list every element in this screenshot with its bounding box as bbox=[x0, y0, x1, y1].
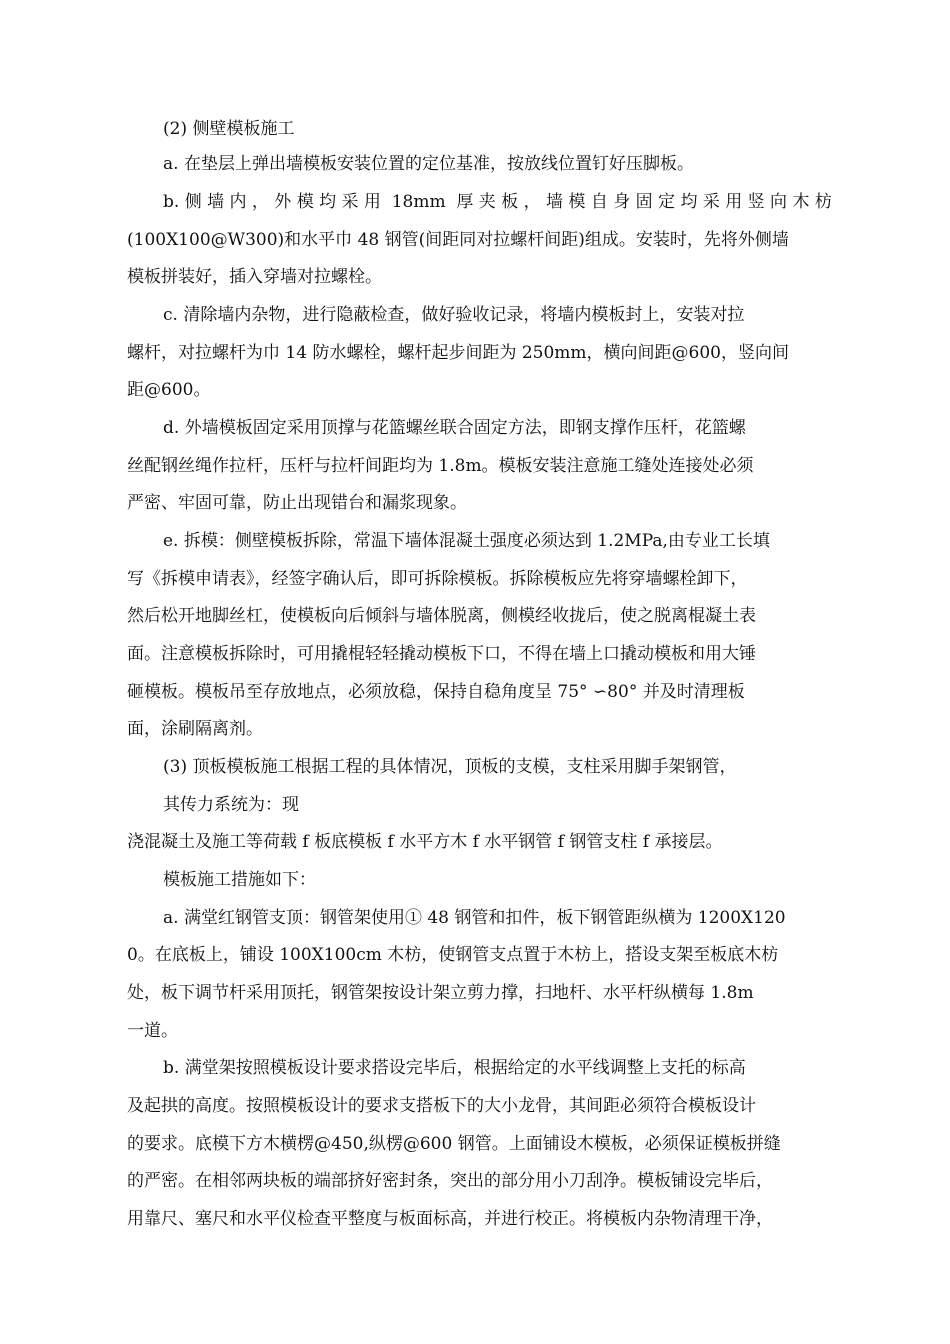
paragraph-line: 处，板下调节杆采用顶托，钢管架按设计架立剪力撑，扫地杆、水平杆纵横每 1.8m bbox=[127, 983, 754, 1003]
paragraph-line: b. 侧 墙 内 ， 外 模 均 采 用 18mm 厚 夹 板 ， 墙 模 自 身 固 定 均 采 用 竖 向 木 枋 bbox=[163, 192, 832, 212]
paragraph-line: 距@600。 bbox=[127, 380, 211, 400]
paragraph-line: 砸模板。模板吊至存放地点，必须放稳，保持自稳角度呈 75° ∽80° 并及时清理板 bbox=[127, 682, 745, 702]
paragraph-line: e. 拆模：侧壁模板拆除，常温下墙体混凝土强度必须达到 1.2MPa,由专业工长填 bbox=[163, 531, 770, 551]
paragraph-line: 面，涂刷隔离剂。 bbox=[127, 719, 263, 739]
section-heading-side-wall-formwork: (2) 侧壁模板施工 bbox=[163, 119, 295, 139]
paragraph-line: 一道。 bbox=[127, 1021, 178, 1041]
paragraph-line: 及起拱的高度。按照模板设计的要求支搭板下的大小龙骨，其间距必须符合模板设计 bbox=[127, 1096, 756, 1116]
section-heading-roof-slab-formwork: (3) 顶板模板施工根据工程的具体情况，顶板的支模，支柱采用脚手架钢管， bbox=[163, 757, 737, 777]
paragraph-line: 面。注意模板拆除时，可用撬棍轻轻撬动模板下口，不得在墙上口撬动模板和用大锤 bbox=[127, 644, 756, 664]
paragraph-line: c. 清除墙内杂物，进行隐蔽检查，做好验收记录，将墙内模板封上，安装对拉 bbox=[163, 305, 745, 325]
paragraph-line: 浇混凝土及施工等荷载 f 板底模板 f 水平方木 f 水平钢管 f 钢管支柱 f 承接层。 bbox=[127, 832, 723, 852]
paragraph-line: 丝配钢丝绳作拉杆，压杆与拉杆间距均为 1.8m。模板安装注意施工缝处连接处必须 bbox=[127, 456, 754, 476]
paragraph-line: 0。在底板上，铺设 100X100cm 木枋，使钢管支点置于木枋上，搭设支架至板底木枋 bbox=[127, 945, 779, 965]
paragraph-line: d. 外墙模板固定采用顶撑与花篮螺丝联合固定方法，即钢支撑作压杆，花篮螺 bbox=[163, 418, 746, 438]
paragraph-line: b. 满堂架按照模板设计要求搭设完毕后，根据给定的水平线调整上支托的标高 bbox=[163, 1058, 746, 1078]
paragraph-line: 用靠尺、塞尺和水平仪检查平整度与板面标高，并进行校正。将模板内杂物清理干净， bbox=[127, 1209, 773, 1229]
paragraph-line: 写《拆模申请表》，经签字确认后，即可拆除模板。拆除模板应先将穿墙螺栓卸下， bbox=[127, 569, 748, 589]
paragraph-line: (100X100@W300)和水平巾 48 钢管(间距同对拉螺杆间距)组成。安装时，先将外侧墙 bbox=[127, 230, 789, 250]
paragraph-line: a. 满堂红钢管支顶：钢管架使用① 48 钢管和扣件，板下钢管距纵横为 1200X120 bbox=[163, 908, 786, 928]
paragraph-line: a. 在垫层上弹出墙模板安装位置的定位基准，按放线位置钉好压脚板。 bbox=[163, 154, 694, 174]
subheading-measures: 模板施工措施如下： bbox=[163, 870, 316, 890]
paragraph-line: 其传力系统为：现 bbox=[163, 795, 299, 815]
paragraph-line: 然后松开地脚丝杠，使模板向后倾斜与墙体脱离，侧模经收拢后，使之脱离棍凝土表 bbox=[127, 606, 756, 626]
paragraph-line: 的严密。在相邻两块板的端部挤好密封条，突出的部分用小刀刮净。模板铺设完毕后， bbox=[127, 1171, 773, 1191]
paragraph-line: 的要求。底模下方木横楞@450,纵楞@600 钢管。上面铺设木模板，必须保证模板拼缝 bbox=[127, 1134, 781, 1154]
paragraph-line: 螺杆，对拉螺杆为巾 14 防水螺栓，螺杆起步间距为 250mm，横向间距@600，竖向间 bbox=[127, 343, 789, 363]
paragraph-line: 严密、牢固可靠，防止出现错台和漏浆现象。 bbox=[127, 493, 467, 513]
paragraph-line: 模板拼装好，插入穿墙对拉螺栓。 bbox=[127, 267, 382, 287]
